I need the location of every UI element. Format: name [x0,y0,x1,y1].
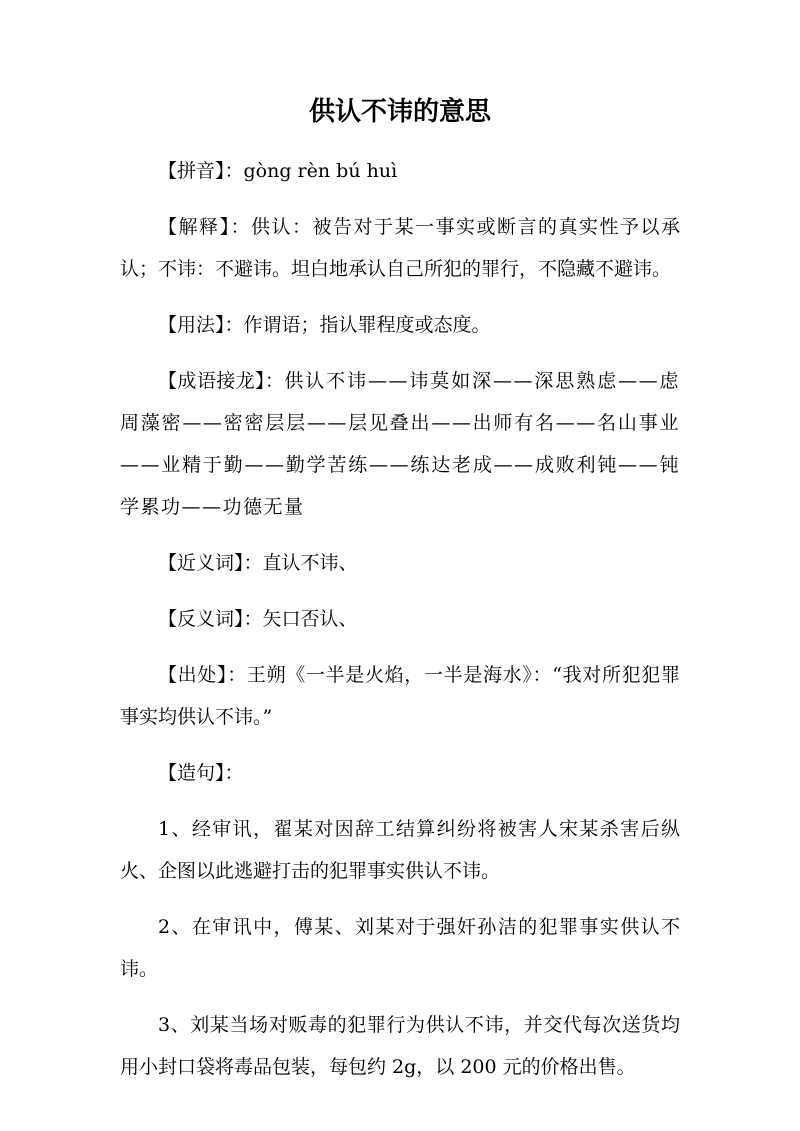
entry-antonym [120,598,680,640]
entry-label: 【造句】： [158,762,244,784]
entry-label: 【近义词】： [158,552,263,574]
entry-pinyin [120,150,680,192]
entry-text: 直认不讳、 [262,552,358,574]
entry-text: 供认：被告对于某一事实或断言的真实性予以承认；不讳：不避讳。坦白地承认自己所犯的罪行，不隐藏不避讳。 [120,216,680,280]
entry-text: 作谓语；指认罪程度或态度。 [243,314,491,336]
entry-label: 【拼音】： [158,160,244,182]
entry-text: 供认不讳——讳莫如深——深思熟虑——虑周藻密——密密层层——层见叠出——出师有名——名山事业——业精于勤——勤学苦练——练达老成——成败利钝——钝学累功——功德无量 [120,370,680,518]
entry-label: 【出处】： [158,664,247,686]
example-sentence: 1、经审讯，翟某对因辞工结算纠纷将被害人宋某杀害后纵火、企图以此逃避打击的犯罪事实供认不讳。 [120,818,680,882]
entry-text: 矢口否认、 [262,608,358,630]
entry-examples-heading [120,752,680,794]
entry-label: 【反义词】： [158,608,263,630]
entry-usage [120,304,680,346]
entry-text: gòng rèn bú huì [243,160,398,182]
entry-label: 【用法】： [158,314,244,336]
example-sentence: 2、在审讯中，傅某、刘某对于强奸孙洁的犯罪事实供认不讳。 [120,916,680,980]
entry-label: 【成语接龙】： [158,370,285,392]
entry-synonym [120,542,680,584]
entry-label: 【解释】： [158,216,251,238]
entry-source [120,654,680,738]
example-sentence: 3、刘某当场对贩毒的犯罪行为供认不讳，并交代每次送货均用小封口袋将毒品包装，每包约 2g，以 200 元的价格出售。 [120,1014,680,1078]
entry-text: 王朔《一半是火焰，一半是海水》：“我对所犯犯罪事实均供认不讳。” [120,664,680,728]
document-title: 供认不讳的意思 [308,97,491,127]
entry-idiom-chain [120,360,680,528]
entry-explanation [120,206,680,290]
